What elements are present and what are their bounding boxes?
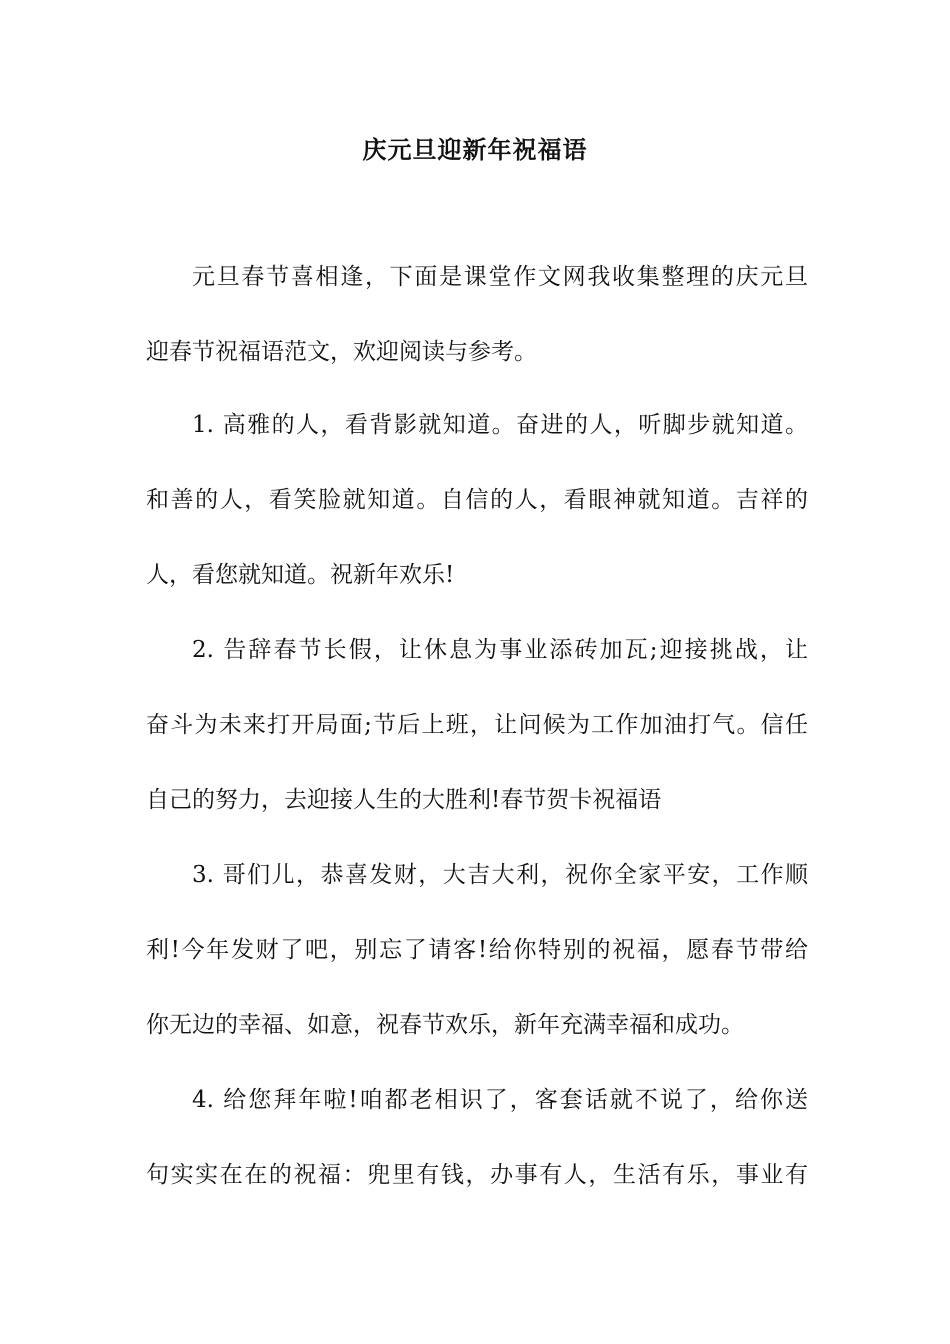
paragraph-3-line-3: 你无边的幸福、如意，祝春节欢乐，新年充满幸福和成功。 [146,1012,744,1038]
paragraph-intro-line-1: 元旦春节喜相逢，下面是课堂作文网我收集整理的庆元旦 [192,264,808,290]
paragraph-3-line-1: 3. 哥们儿，恭喜发财，大吉大利，祝你全家平安，工作顺 [192,862,808,888]
paragraph-4-line-2: 句实实在在的祝福：兜里有钱，办事有人，生活有乐，事业有 [146,1162,808,1188]
document-title: 庆元旦迎新年祝福语 [362,136,588,164]
paragraph-2-line-2: 奋斗为未来打开局面;节后上班，让问候为工作加油打气。信任 [146,712,808,738]
paragraph-2-line-1: 2. 告辞春节长假，让休息为事业添砖加瓦;迎接挑战，让 [192,637,808,663]
paragraph-2-line-3: 自己的努力，去迎接人生的大胜利!春节贺卡祝福语 [146,787,662,813]
paragraph-intro-line-2: 迎春节祝福语范文，欢迎阅读与参考。 [146,339,537,365]
paragraph-1-line-2: 和善的人，看笑脸就知道。自信的人，看眼神就知道。吉祥的 [146,487,808,513]
paragraph-1-line-3: 人，看您就知道。祝新年欢乐! [146,562,455,588]
paragraph-4-line-1: 4. 给您拜年啦!咱都老相识了，客套话就不说了，给你送 [192,1087,808,1113]
paragraph-3-line-2: 利!今年发财了吧，别忘了请客!给你特别的祝福，愿春节带给 [146,937,808,963]
paragraph-1-line-1: 1. 高雅的人，看背影就知道。奋进的人，听脚步就知道。 [192,412,808,438]
